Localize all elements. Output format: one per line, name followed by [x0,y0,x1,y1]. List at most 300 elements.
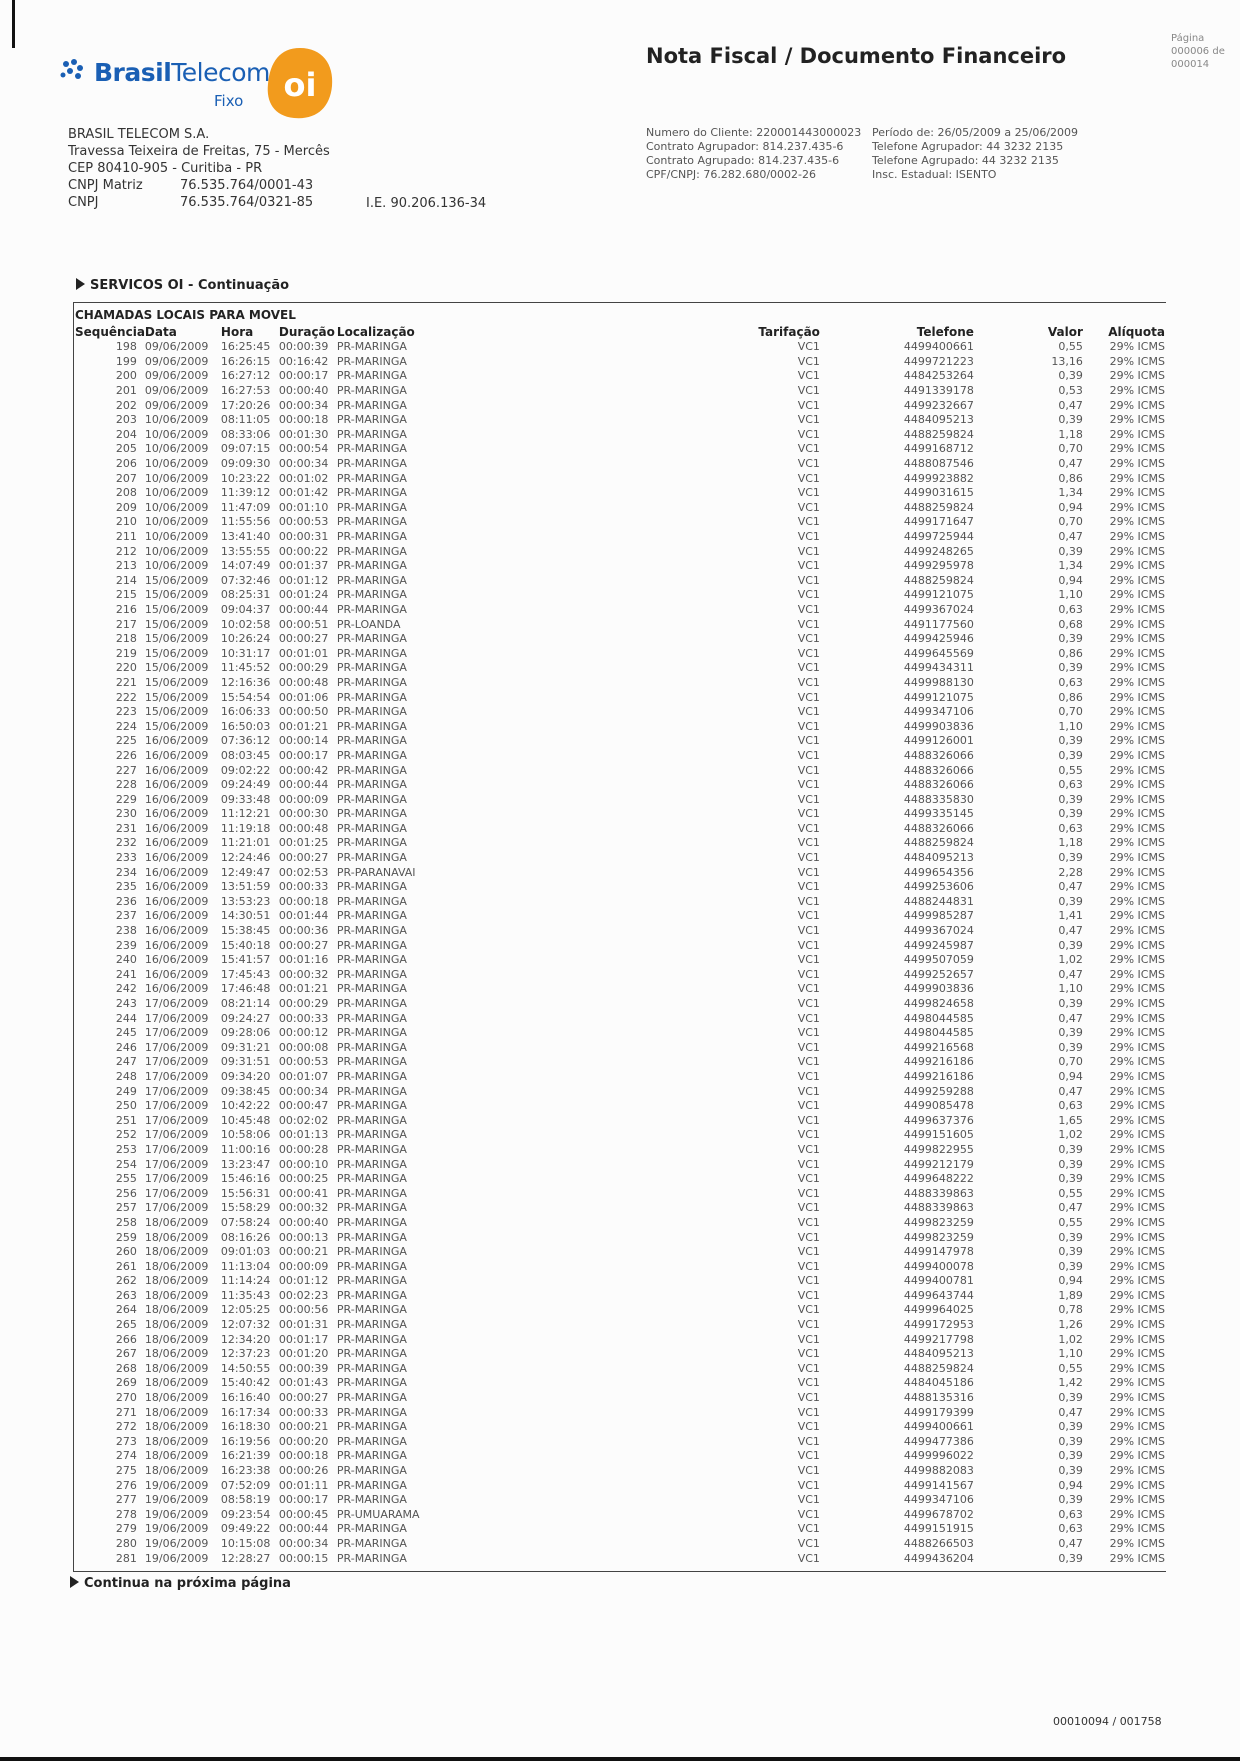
cell-tarifacao: VC1 [797,967,820,981]
table-row [75,1026,1165,1041]
cell-telefone: 4499031615 [903,486,974,500]
cell-sequencia: 236 [115,894,137,908]
cell-sequencia: 267 [115,1347,137,1361]
cell-localizacao: PR-MARINGA [336,1464,407,1478]
cell-tarifacao: VC1 [797,1011,820,1025]
cell-data: 15/06/2009 [144,602,209,616]
cell-tarifacao: VC1 [797,1551,820,1565]
cell-sequencia: 251 [115,1113,137,1127]
cell-tarifacao: VC1 [797,865,820,879]
cell-data: 17/06/2009 [144,1011,209,1025]
cell-tarifacao: VC1 [797,719,820,733]
cell-localizacao: PR-MARINGA [336,997,407,1011]
cell-tarifacao: VC1 [797,1434,820,1448]
table-row [75,982,1165,997]
cell-aliquota: 29% ICMS [1109,632,1165,646]
cell-localizacao: PR-MARINGA [336,807,407,821]
cell-data: 16/06/2009 [144,938,209,952]
company-cnpj-matriz: CNPJ Matriz 76.535.764/0001-43 [68,178,314,193]
contrato-agrupador: Contrato Agrupador: 814.237.435-6 [646,140,844,153]
cell-data: 17/06/2009 [144,997,209,1011]
cell-duracao: 00:00:27 [278,1391,329,1405]
cell-sequencia: 276 [115,1478,137,1492]
cell-hora: 13:53:23 [220,894,271,908]
cell-localizacao: PR-MARINGA [336,515,407,529]
cell-tarifacao: VC1 [797,384,820,398]
cell-aliquota: 29% ICMS [1109,1376,1165,1390]
cell-valor: 0,47 [1058,1084,1083,1098]
cell-telefone: 4488335830 [903,792,974,806]
cell-localizacao: PR-MARINGA [336,851,407,865]
table-row [75,471,1165,486]
table-row [75,574,1165,589]
cell-aliquota: 29% ICMS [1109,369,1165,383]
cell-localizacao: PR-MARINGA [336,1274,407,1288]
cell-data: 10/06/2009 [144,427,209,441]
cell-valor: 0,94 [1058,1069,1083,1083]
cell-data: 18/06/2009 [144,1332,209,1346]
cell-sequencia: 212 [115,544,137,558]
cell-tarifacao: VC1 [797,1405,820,1419]
table-row [75,924,1165,939]
cell-data: 10/06/2009 [144,457,209,471]
cell-data: 18/06/2009 [144,1361,209,1375]
cell-sequencia: 217 [115,617,137,631]
cell-hora: 08:33:06 [220,427,271,441]
cell-valor: 0,47 [1058,967,1083,981]
cell-localizacao: PR-MARINGA [336,559,407,573]
cell-telefone: 4498044585 [903,1026,974,1040]
cell-valor: 0,47 [1058,1405,1083,1419]
cell-telefone: 4499367024 [903,602,974,616]
cell-duracao: 00:00:44 [278,1522,329,1536]
cell-tarifacao: VC1 [797,398,820,412]
cell-valor: 0,39 [1058,632,1083,646]
cell-aliquota: 29% ICMS [1109,1259,1165,1273]
cell-tarifacao: VC1 [797,909,820,923]
cell-tarifacao: VC1 [797,821,820,835]
table-row [75,880,1165,895]
table-row [75,1537,1165,1552]
cell-hora: 12:05:25 [220,1303,271,1317]
cell-tarifacao: VC1 [797,1040,820,1054]
cell-duracao: 00:00:32 [278,967,329,981]
cell-localizacao: PR-MARINGA [336,1332,407,1346]
cell-data: 10/06/2009 [144,500,209,514]
cell-duracao: 00:01:06 [278,690,329,704]
cell-tarifacao: VC1 [797,530,820,544]
cell-tarifacao: VC1 [797,690,820,704]
cell-data: 09/06/2009 [144,369,209,383]
table-row [75,997,1165,1012]
cell-tarifacao: VC1 [797,1245,820,1259]
cell-data: 16/06/2009 [144,894,209,908]
cell-duracao: 00:01:21 [278,719,329,733]
cell-telefone: 4488339863 [903,1201,974,1215]
cell-valor: 0,94 [1058,1274,1083,1288]
cell-valor: 0,39 [1058,1172,1083,1186]
cell-data: 17/06/2009 [144,1157,209,1171]
cell-valor: 0,63 [1058,1099,1083,1113]
cell-aliquota: 29% ICMS [1109,500,1165,514]
cell-duracao: 00:00:18 [278,894,329,908]
table-row [75,457,1165,472]
cell-hora: 09:31:51 [220,1055,271,1069]
table-row [75,938,1165,953]
table-row [75,559,1165,574]
cell-duracao: 00:00:29 [278,997,329,1011]
cell-telefone: 4499216568 [903,1040,974,1054]
table-row [75,1055,1165,1070]
cell-valor: 0,78 [1058,1303,1083,1317]
cell-telefone: 4499259288 [903,1084,974,1098]
cell-hora: 08:03:45 [220,748,271,762]
cell-duracao: 00:01:20 [278,1347,329,1361]
cell-localizacao: PR-MARINGA [336,646,407,660]
cell-telefone: 4499252657 [903,967,974,981]
cell-localizacao: PR-MARINGA [336,1113,407,1127]
cell-sequencia: 278 [115,1507,137,1521]
cell-aliquota: 29% ICMS [1109,997,1165,1011]
cell-aliquota: 29% ICMS [1109,515,1165,529]
cell-localizacao: PR-MARINGA [336,675,407,689]
cell-duracao: 00:00:18 [278,413,329,427]
cell-valor: 0,70 [1058,705,1083,719]
cell-localizacao: PR-MARINGA [336,340,407,354]
cell-data: 10/06/2009 [144,559,209,573]
cell-sequencia: 264 [115,1303,137,1317]
cell-data: 16/06/2009 [144,982,209,996]
cell-sequencia: 216 [115,602,137,616]
cell-duracao: 00:00:40 [278,384,329,398]
cell-hora: 10:58:06 [220,1128,271,1142]
table-row [75,340,1165,355]
cell-telefone: 4499903836 [903,982,974,996]
cell-tarifacao: VC1 [797,1478,820,1492]
cell-sequencia: 228 [115,778,137,792]
col-sequencia: Sequência [75,325,145,339]
cell-aliquota: 29% ICMS [1109,559,1165,573]
cell-duracao: 00:00:45 [278,1507,329,1521]
table-row [75,1186,1165,1201]
brand-subtitle: Fixo [214,92,244,110]
cell-hora: 15:40:18 [220,938,271,952]
cell-hora: 16:26:15 [220,354,271,368]
table-title: CHAMADAS LOCAIS PARA MOVEL [75,308,296,322]
cell-valor: 0,70 [1058,442,1083,456]
cell-data: 15/06/2009 [144,573,209,587]
cell-telefone: 4499085478 [903,1099,974,1113]
cell-duracao: 00:01:12 [278,573,329,587]
cell-valor: 0,39 [1058,413,1083,427]
table-row [75,369,1165,384]
cell-hora: 15:40:42 [220,1376,271,1390]
cell-telefone: 4499179399 [903,1405,974,1419]
cell-aliquota: 29% ICMS [1109,354,1165,368]
cell-duracao: 00:00:33 [278,1011,329,1025]
cell-hora: 12:28:27 [220,1551,271,1565]
cell-hora: 17:46:48 [220,982,271,996]
cell-tarifacao: VC1 [797,778,820,792]
cell-hora: 16:23:38 [220,1464,271,1478]
table-row [75,1230,1165,1245]
cell-hora: 11:19:18 [220,821,271,835]
cell-tarifacao: VC1 [797,1464,820,1478]
cell-data: 18/06/2009 [144,1376,209,1390]
table-row [75,646,1165,661]
cell-aliquota: 29% ICMS [1109,851,1165,865]
cell-data: 18/06/2009 [144,1434,209,1448]
cell-aliquota: 29% ICMS [1109,1011,1165,1025]
cell-sequencia: 220 [115,661,137,675]
cell-sequencia: 205 [115,442,137,456]
cell-hora: 09:24:49 [220,778,271,792]
cell-sequencia: 231 [115,821,137,835]
cell-duracao: 00:00:39 [278,340,329,354]
table-row [75,1318,1165,1333]
cell-aliquota: 29% ICMS [1109,1536,1165,1550]
cell-sequencia: 204 [115,427,137,441]
cell-valor: 0,39 [1058,1391,1083,1405]
cell-aliquota: 29% ICMS [1109,1391,1165,1405]
cell-tarifacao: VC1 [797,427,820,441]
cell-hora: 10:15:08 [220,1536,271,1550]
cell-duracao: 00:00:53 [278,1055,329,1069]
continue-note: Continua na próxima página [70,1576,291,1591]
cell-sequencia: 225 [115,734,137,748]
cell-valor: 0,47 [1058,924,1083,938]
table-row [75,661,1165,676]
table-row [75,1303,1165,1318]
company-cep: CEP 80410-905 - Curitiba - PR [68,161,263,176]
cell-sequencia: 270 [115,1391,137,1405]
cell-data: 16/06/2009 [144,880,209,894]
cell-duracao: 00:00:31 [278,530,329,544]
cell-telefone: 4499903836 [903,719,974,733]
cell-sequencia: 213 [115,559,137,573]
cell-telefone: 4499335145 [903,807,974,821]
cell-localizacao: PR-MARINGA [336,1449,407,1463]
cell-tarifacao: VC1 [797,442,820,456]
cell-data: 17/06/2009 [144,1099,209,1113]
cell-sequencia: 199 [115,354,137,368]
cell-localizacao: PR-MARINGA [336,544,407,558]
cell-duracao: 00:01:01 [278,646,329,660]
cell-valor: 13,16 [1051,354,1083,368]
cell-localizacao: PR-MARINGA [336,1318,407,1332]
table-row [75,1245,1165,1260]
cell-telefone: 4499121075 [903,588,974,602]
cell-tarifacao: VC1 [797,515,820,529]
cell-sequencia: 214 [115,573,137,587]
cell-telefone: 4499347106 [903,705,974,719]
table-row [75,413,1165,428]
col-valor: Valor [1047,325,1083,339]
cell-aliquota: 29% ICMS [1109,836,1165,850]
cell-valor: 0,47 [1058,398,1083,412]
cell-aliquota: 29% ICMS [1109,865,1165,879]
cell-tarifacao: VC1 [797,851,820,865]
cell-valor: 0,39 [1058,1142,1083,1156]
cell-tarifacao: VC1 [797,1288,820,1302]
client-number: Numero do Cliente: 220001443000023 [646,126,862,139]
cell-data: 16/06/2009 [144,967,209,981]
table-row [75,1551,1165,1566]
cell-valor: 0,39 [1058,1420,1083,1434]
cell-aliquota: 29% ICMS [1109,457,1165,471]
cell-duracao: 00:01:25 [278,836,329,850]
cell-localizacao: PR-MARINGA [336,1259,407,1273]
cell-telefone: 4484253264 [903,369,974,383]
cell-hora: 15:58:29 [220,1201,271,1215]
cell-aliquota: 29% ICMS [1109,705,1165,719]
calls-table-body [75,340,1165,1566]
cell-sequencia: 206 [115,457,137,471]
cell-telefone: 4499248265 [903,544,974,558]
cell-duracao: 00:00:36 [278,924,329,938]
cell-tarifacao: VC1 [797,894,820,908]
cell-aliquota: 29% ICMS [1109,398,1165,412]
cell-data: 10/06/2009 [144,471,209,485]
cell-duracao: 00:00:09 [278,1259,329,1273]
cell-valor: 0,68 [1058,617,1083,631]
cell-valor: 0,39 [1058,1449,1083,1463]
cell-sequencia: 219 [115,646,137,660]
cell-valor: 0,55 [1058,1186,1083,1200]
cell-hora: 15:54:54 [220,690,271,704]
cell-data: 15/06/2009 [144,617,209,631]
cell-hora: 09:04:37 [220,602,271,616]
cell-tarifacao: VC1 [797,807,820,821]
cell-aliquota: 29% ICMS [1109,427,1165,441]
cell-tarifacao: VC1 [797,1391,820,1405]
cell-sequencia: 253 [115,1142,137,1156]
cell-sequencia: 268 [115,1361,137,1375]
cell-valor: 0,39 [1058,1259,1083,1273]
cell-hora: 09:31:21 [220,1040,271,1054]
cell-valor: 0,86 [1058,646,1083,660]
cell-data: 17/06/2009 [144,1069,209,1083]
cell-duracao: 00:00:09 [278,792,329,806]
cell-duracao: 00:01:30 [278,427,329,441]
cell-aliquota: 29% ICMS [1109,1113,1165,1127]
cell-aliquota: 29% ICMS [1109,588,1165,602]
cell-data: 16/06/2009 [144,821,209,835]
contrato-agrupado: Contrato Agrupado: 814.237.435-6 [646,154,840,167]
cell-localizacao: PR-MARINGA [336,880,407,894]
arrow-right-icon [76,278,85,290]
cell-tarifacao: VC1 [797,1347,820,1361]
cell-hora: 09:49:22 [220,1522,271,1536]
cell-localizacao: PR-MARINGA [336,705,407,719]
section-title: SERVICOS OI - Continuação [76,278,289,293]
cell-hora: 10:23:22 [220,471,271,485]
cell-tarifacao: VC1 [797,1201,820,1215]
cell-tarifacao: VC1 [797,1259,820,1273]
cell-tarifacao: VC1 [797,1026,820,1040]
cell-sequencia: 200 [115,369,137,383]
cell-telefone: 4499643744 [903,1288,974,1302]
cell-valor: 0,39 [1058,1157,1083,1171]
cell-tarifacao: VC1 [797,602,820,616]
billing-period: Período de: 26/05/2009 a 25/06/2009 [872,126,1079,139]
cell-duracao: 00:00:47 [278,1099,329,1113]
cell-duracao: 00:00:39 [278,1361,329,1375]
cell-valor: 1,10 [1058,982,1083,996]
cell-localizacao: PR-MARINGA [336,602,407,616]
cell-valor: 1,26 [1058,1318,1083,1332]
cell-duracao: 00:01:24 [278,588,329,602]
cell-duracao: 00:16:42 [278,354,329,368]
cell-sequencia: 203 [115,413,137,427]
cell-localizacao: PR-MARINGA [336,1391,407,1405]
cell-data: 15/06/2009 [144,646,209,660]
table-row [75,1172,1165,1187]
table-row [75,690,1165,705]
cell-localizacao: PR-MARINGA [336,1055,407,1069]
cell-tarifacao: VC1 [797,675,820,689]
cell-tarifacao: VC1 [797,982,820,996]
cell-duracao: 00:00:34 [278,1084,329,1098]
table-row [75,1478,1165,1493]
cell-tarifacao: VC1 [797,1055,820,1069]
cell-data: 19/06/2009 [144,1536,209,1550]
cell-hora: 11:21:01 [220,836,271,850]
cell-sequencia: 202 [115,398,137,412]
cell-aliquota: 29% ICMS [1109,894,1165,908]
cell-valor: 0,86 [1058,471,1083,485]
cell-sequencia: 269 [115,1376,137,1390]
cell-aliquota: 29% ICMS [1109,486,1165,500]
cell-data: 18/06/2009 [144,1318,209,1332]
cell-aliquota: 29% ICMS [1109,1420,1165,1434]
cell-telefone: 4499654356 [903,865,974,879]
cell-valor: 1,42 [1058,1376,1083,1390]
cell-telefone: 4499151605 [903,1128,974,1142]
cell-valor: 0,39 [1058,807,1083,821]
company-info [68,126,330,211]
cell-sequencia: 256 [115,1186,137,1200]
cell-tarifacao: VC1 [797,1493,820,1507]
cell-valor: 1,18 [1058,427,1083,441]
cell-localizacao: PR-MARINGA [336,369,407,383]
table-row [75,1113,1165,1128]
cell-localizacao: PR-MARINGA [336,1128,407,1142]
cell-sequencia: 242 [115,982,137,996]
cell-sequencia: 218 [115,632,137,646]
cell-valor: 0,39 [1058,1551,1083,1565]
cell-localizacao: PR-MARINGA [336,836,407,850]
cell-aliquota: 29% ICMS [1109,442,1165,456]
cell-data: 17/06/2009 [144,1186,209,1200]
cell-telefone: 4499232667 [903,398,974,412]
table-row [75,1084,1165,1099]
table-row [75,719,1165,734]
cell-sequencia: 243 [115,997,137,1011]
company-address: Travessa Teixeira de Freitas, 75 - Mercês [68,144,330,159]
cell-telefone: 4488259824 [903,573,974,587]
cell-sequencia: 215 [115,588,137,602]
cell-hora: 08:58:19 [220,1493,271,1507]
cell-valor: 0,63 [1058,821,1083,835]
cell-hora: 11:00:16 [220,1142,271,1156]
cell-data: 16/06/2009 [144,792,209,806]
cell-valor: 0,39 [1058,1026,1083,1040]
table-row [75,1376,1165,1391]
arrow-right-icon [70,1576,79,1588]
cell-data: 19/06/2009 [144,1522,209,1536]
cell-localizacao: PR-MARINGA [336,1040,407,1054]
